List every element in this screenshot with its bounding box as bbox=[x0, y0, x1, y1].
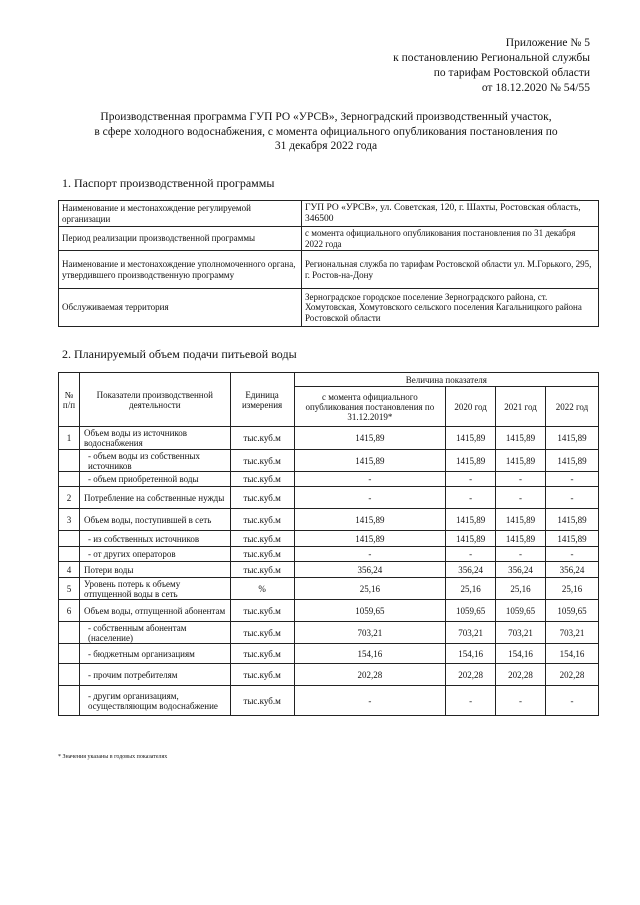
table-row bbox=[59, 578, 599, 600]
header-value-group: Величина показателя bbox=[294, 373, 598, 387]
volume-table bbox=[58, 372, 599, 716]
header-year-2021: 2021 год bbox=[496, 387, 546, 427]
row-value-2020: - bbox=[446, 487, 496, 509]
header-year-2020: 2020 год bbox=[446, 387, 496, 427]
document-title bbox=[60, 110, 592, 154]
row-unit: тыс.куб.м bbox=[230, 547, 294, 562]
row-value-period: - bbox=[294, 487, 446, 509]
row-value-2021: 1415,89 bbox=[496, 531, 546, 547]
row-num: 5 bbox=[59, 578, 80, 600]
row-value-2020: 25,16 bbox=[446, 578, 496, 600]
row-indicator: Потребление на собственные нужды bbox=[79, 487, 230, 509]
row-indicator: - собственным абонентам (население) bbox=[79, 622, 230, 644]
table-row bbox=[59, 472, 599, 487]
table-row bbox=[59, 531, 599, 547]
row-unit: тыс.куб.м bbox=[230, 487, 294, 509]
row-value-period: 202,28 bbox=[294, 664, 446, 686]
appendix-line-3: по тарифам Ростовской области bbox=[433, 67, 590, 79]
passport-label: Период реализации производственной программы bbox=[59, 227, 302, 251]
row-num bbox=[59, 644, 80, 664]
row-value-2022: 1415,89 bbox=[546, 531, 599, 547]
row-indicator: Объем воды из источников водоснабжения bbox=[79, 427, 230, 450]
passport-label: Наименование и местонахождение уполномоченного органа, утвердившего производственную программу bbox=[59, 251, 302, 289]
row-value-period: 1415,89 bbox=[294, 531, 446, 547]
row-value-2022: 1415,89 bbox=[546, 427, 599, 450]
table-row bbox=[59, 509, 599, 531]
passport-row bbox=[59, 289, 599, 327]
row-value-2020: 1415,89 bbox=[446, 427, 496, 450]
row-num bbox=[59, 450, 80, 472]
row-unit: тыс.куб.м bbox=[230, 644, 294, 664]
row-value-2020: - bbox=[446, 472, 496, 487]
row-value-2020: 1415,89 bbox=[446, 509, 496, 531]
row-value-2020: 703,21 bbox=[446, 622, 496, 644]
table-row bbox=[59, 450, 599, 472]
row-value-2020: 1415,89 bbox=[446, 531, 496, 547]
row-unit: тыс.куб.м bbox=[230, 472, 294, 487]
header-num: № п/п bbox=[59, 373, 80, 427]
row-value-period: 703,21 bbox=[294, 622, 446, 644]
row-num bbox=[59, 664, 80, 686]
row-value-2021: - bbox=[496, 547, 546, 562]
appendix-line-2: к постановлению Региональной службы bbox=[393, 52, 590, 64]
row-value-2021: 1415,89 bbox=[496, 450, 546, 472]
row-unit: тыс.куб.м bbox=[230, 427, 294, 450]
row-indicator: Объем воды, отпущенной абонентам bbox=[79, 600, 230, 622]
row-value-2020: - bbox=[446, 686, 496, 716]
row-unit: тыс.куб.м bbox=[230, 531, 294, 547]
row-value-2021: - bbox=[496, 472, 546, 487]
section-1-heading: 1. Паспорт производственной программы bbox=[62, 176, 275, 190]
row-indicator: - объем воды из собственных источников bbox=[79, 450, 230, 472]
passport-row bbox=[59, 201, 599, 227]
title-line-2: в сфере холодного водоснабжения, с момента официального опубликования постановления по bbox=[94, 125, 558, 138]
table-row bbox=[59, 427, 599, 450]
row-value-period: 356,24 bbox=[294, 562, 446, 578]
passport-table bbox=[58, 200, 599, 327]
row-value-2021: 1415,89 bbox=[496, 427, 546, 450]
row-unit: тыс.куб.м bbox=[230, 562, 294, 578]
row-value-2020: 356,24 bbox=[446, 562, 496, 578]
table-row bbox=[59, 562, 599, 578]
header-unit: Единица измерения bbox=[230, 373, 294, 427]
footnote: * Значения указаны в годовых показателях bbox=[58, 754, 168, 760]
row-num: 3 bbox=[59, 509, 80, 531]
row-num bbox=[59, 531, 80, 547]
row-indicator: - другим организациям, осуществляющим водоснабжение bbox=[79, 686, 230, 716]
header-year-2022: 2022 год bbox=[546, 387, 599, 427]
row-value-2021: 1415,89 bbox=[496, 509, 546, 531]
row-value-2022: 202,28 bbox=[546, 664, 599, 686]
row-value-period: 1415,89 bbox=[294, 450, 446, 472]
passport-row bbox=[59, 251, 599, 289]
passport-label: Обслуживаемая территория bbox=[59, 289, 302, 327]
row-value-period: - bbox=[294, 547, 446, 562]
row-value-2021: 202,28 bbox=[496, 664, 546, 686]
section-2-heading: 2. Планируемый объем подачи питьевой воды bbox=[62, 347, 297, 361]
row-value-2022: 1059,65 bbox=[546, 600, 599, 622]
row-indicator: - прочим потребителям bbox=[79, 664, 230, 686]
row-num: 1 bbox=[59, 427, 80, 450]
appendix-line-1: Приложение № 5 bbox=[505, 37, 590, 49]
table-row bbox=[59, 487, 599, 509]
row-num bbox=[59, 472, 80, 487]
table-row bbox=[59, 644, 599, 664]
row-value-2022: - bbox=[546, 487, 599, 509]
header-period: с момента официального опубликования постановления по 31.12.2019* bbox=[294, 387, 446, 427]
table-row bbox=[59, 664, 599, 686]
header-row bbox=[59, 373, 599, 387]
row-indicator: - от других операторов bbox=[79, 547, 230, 562]
row-value-period: - bbox=[294, 686, 446, 716]
row-value-2021: - bbox=[496, 487, 546, 509]
row-value-2022: 154,16 bbox=[546, 644, 599, 664]
row-value-2022: - bbox=[546, 686, 599, 716]
row-value-2020: 1059,65 bbox=[446, 600, 496, 622]
passport-label: Наименование и местонахождение регулируемой организации bbox=[59, 201, 302, 227]
row-indicator: Уровень потерь к объему отпущенной воды в сеть bbox=[79, 578, 230, 600]
row-num: 6 bbox=[59, 600, 80, 622]
row-value-2022: 1415,89 bbox=[546, 509, 599, 531]
table-row bbox=[59, 686, 599, 716]
row-value-period: 154,16 bbox=[294, 644, 446, 664]
row-unit: тыс.куб.м bbox=[230, 622, 294, 644]
header-indicator: Показатели производственной деятельности bbox=[79, 373, 230, 427]
passport-row bbox=[59, 227, 599, 251]
row-indicator: Объем воды, поступившей в сеть bbox=[79, 509, 230, 531]
row-value-period: 1059,65 bbox=[294, 600, 446, 622]
row-value-period: - bbox=[294, 472, 446, 487]
row-unit: тыс.куб.м bbox=[230, 664, 294, 686]
row-value-2022: 356,24 bbox=[546, 562, 599, 578]
title-line-3: 31 декабря 2022 года bbox=[274, 140, 378, 152]
table-row bbox=[59, 622, 599, 644]
appendix-block bbox=[393, 36, 590, 96]
passport-value: Региональная служба по тарифам Ростовской области ул. М.Горького, 295, г. Ростов-на-Дону bbox=[302, 251, 599, 289]
row-indicator: - бюджетным организациям bbox=[79, 644, 230, 664]
passport-value: с момента официального опубликования постановления по 31 декабря 2022 года bbox=[302, 227, 599, 251]
passport-value: ГУП РО «УРСВ», ул. Советская, 120, г. Шахты, Ростовская область, 346500 bbox=[302, 201, 599, 227]
row-indicator: - из собственных источников bbox=[79, 531, 230, 547]
row-value-2020: 202,28 bbox=[446, 664, 496, 686]
row-value-2020: - bbox=[446, 547, 496, 562]
row-value-2022: 1415,89 bbox=[546, 450, 599, 472]
row-num: 2 bbox=[59, 487, 80, 509]
row-num bbox=[59, 686, 80, 716]
row-value-2022: - bbox=[546, 472, 599, 487]
row-value-period: 25,16 bbox=[294, 578, 446, 600]
row-value-2021: 356,24 bbox=[496, 562, 546, 578]
appendix-line-4: от 18.12.2020 № 54/55 bbox=[481, 82, 590, 94]
row-value-2022: 25,16 bbox=[546, 578, 599, 600]
row-value-2020: 154,16 bbox=[446, 644, 496, 664]
row-unit: тыс.куб.м bbox=[230, 450, 294, 472]
row-unit: % bbox=[230, 578, 294, 600]
row-value-period: 1415,89 bbox=[294, 427, 446, 450]
row-num: 4 bbox=[59, 562, 80, 578]
row-num bbox=[59, 547, 80, 562]
row-indicator: Потери воды bbox=[79, 562, 230, 578]
table-row bbox=[59, 547, 599, 562]
row-value-2021: 703,21 bbox=[496, 622, 546, 644]
row-unit: тыс.куб.м bbox=[230, 509, 294, 531]
row-indicator: - объем приобретенной воды bbox=[79, 472, 230, 487]
row-unit: тыс.куб.м bbox=[230, 686, 294, 716]
passport-value: Зерноградское городское поселение Зерноградского района, ст. Хомутовская, Хомутовского сельского поселения Кагальницкого района Ростовской области bbox=[302, 289, 599, 327]
row-value-2021: - bbox=[496, 686, 546, 716]
row-value-2021: 25,16 bbox=[496, 578, 546, 600]
row-unit: тыс.куб.м bbox=[230, 600, 294, 622]
row-value-2022: 703,21 bbox=[546, 622, 599, 644]
row-value-period: 1415,89 bbox=[294, 509, 446, 531]
row-value-2021: 154,16 bbox=[496, 644, 546, 664]
title-line-1: Производственная программа ГУП РО «УРСВ», Зерноградский производственный участок, bbox=[100, 111, 552, 123]
row-num bbox=[59, 622, 80, 644]
table-row bbox=[59, 600, 599, 622]
row-value-2020: 1415,89 bbox=[446, 450, 496, 472]
row-value-2022: - bbox=[546, 547, 599, 562]
row-value-2021: 1059,65 bbox=[496, 600, 546, 622]
